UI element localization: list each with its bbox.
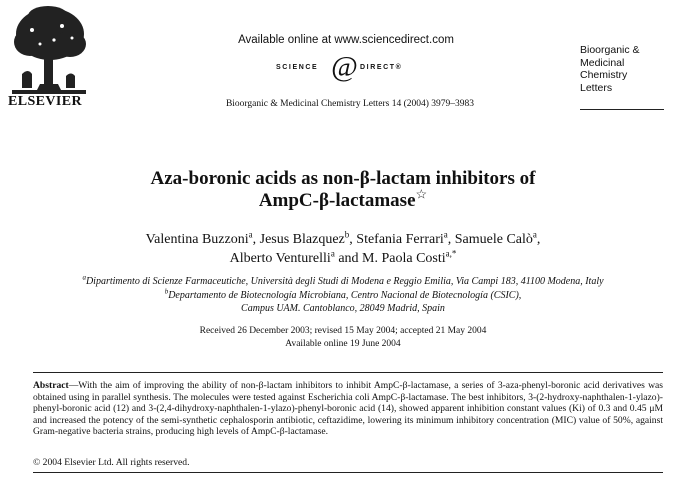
journal-box-line: Chemistry <box>580 69 628 81</box>
author-affil-mark: a <box>532 229 537 240</box>
affiliation-b: $^b$Departamento de Biotecnología Microbiana, Centro Nacional de Biotecnología (CSIC), <box>164 287 522 301</box>
author-list <box>0 230 686 268</box>
journal-name-box <box>580 44 640 94</box>
author-name: Alberto Venturelli <box>229 251 331 266</box>
publisher-wordmark: ELSEVIER <box>8 94 83 109</box>
sd-at-icon: @ <box>331 51 358 83</box>
online-date: Available online 19 June 2004 <box>285 339 401 349</box>
author-line-1: Valentina Buzzoni$^a$, Jesus Blazquez$^b$, Stefania Ferrari$^a$, Samuele Calò$^a$, <box>145 229 541 247</box>
title-line-1: Aza-boronic acids as non-β-lactam inhibitors of <box>150 168 536 189</box>
sciencedirect-logo <box>264 51 434 83</box>
abstract <box>33 380 663 438</box>
author-affil-mark: a <box>248 229 253 240</box>
received-dates: Received 26 December 2003; revised 15 May 2004; accepted 21 May 2004 <box>199 326 487 336</box>
journal-box-line: Bioorganic & <box>580 44 640 56</box>
star-footnote-icon: ☆ <box>415 186 428 202</box>
title-line-2: AmpC-β-lactamase☆ <box>258 186 428 211</box>
available-online-line: Available online at www.sciencedirect.com <box>238 34 454 46</box>
author-name: Samuele Calò <box>454 232 533 247</box>
copyright-line: © 2004 Elsevier Ltd. All rights reserved. <box>33 457 190 468</box>
journal-box-line: Medicinal <box>580 56 625 69</box>
abstract-label: Abstract <box>33 380 69 391</box>
journal-box-rule <box>580 109 664 110</box>
affiliation-b-cont: Campus UAM. Cantoblanco, 28049 Madrid, Spain <box>241 303 445 314</box>
author-line-2: Alberto Venturelli$^a$ and M. Paola Costi$^{a,*}$ <box>229 248 457 266</box>
abstract-top-rule <box>33 372 663 373</box>
author-affil-mark: a <box>443 229 448 240</box>
article-title <box>0 168 686 212</box>
article-dates <box>0 325 686 351</box>
author-name: Valentina Buzzoni <box>145 232 249 247</box>
journal-box-line: Letters <box>580 81 613 94</box>
affiliation-a: $^a$Dipartimento di Scienze Farmaceutiche, Università degli Studi di Modena e Reggio Emilia, Via Campi 183, 41100 Modena, Italy <box>82 273 604 287</box>
journal-citation: Bioorganic & Medicinal Chemistry Letters 14 (2004) 3979–3983 <box>225 99 475 109</box>
sd-science-word: SCIENCE <box>276 64 319 71</box>
abstract-bottom-rule <box>33 472 663 473</box>
author-name: Jesus Blazquez <box>259 232 345 247</box>
elsevier-tree-logo <box>10 4 88 106</box>
author-name: M. Paola Costi <box>362 251 446 266</box>
abstract-body: —With the aim of improving the ability of non-β-lactam inhibitors to inhibit AmpC-β-lactamase, a series of 3-aza-phenyl-boronic acid derivatives was obtained using in parallel synthesis. The molecules were tested against Escherichia coli AmpC-β-lactamase. The best inhibitors, 3-(2-hydroxy-naphthalen-1-ylazo)-phenyl-boronic acid (12) and 3-(2,4-dihydroxy-naphthalen-1-ylazo)-phenyl-boronic acid (14), showed apparent inhibition constant values (Ki) of 0.3 and 0.45 μM and increased the potency of the semi-synthetic cephalosporin antibiotic, ceftazidime, lowering its minimum inhibitory concentration (MIC) value of 50%, against Gram-negative bacteria strains, producing high levels of AmpC-β-lactamase. <box>33 380 663 438</box>
author-affil-mark: a <box>330 248 335 259</box>
author-name: Stefania Ferrari <box>356 232 444 247</box>
sd-direct-word: DIRECT® <box>360 64 403 71</box>
author-affil-mark: b <box>344 229 350 240</box>
author-affil-mark: a,* <box>445 248 457 259</box>
affiliations <box>0 275 686 316</box>
